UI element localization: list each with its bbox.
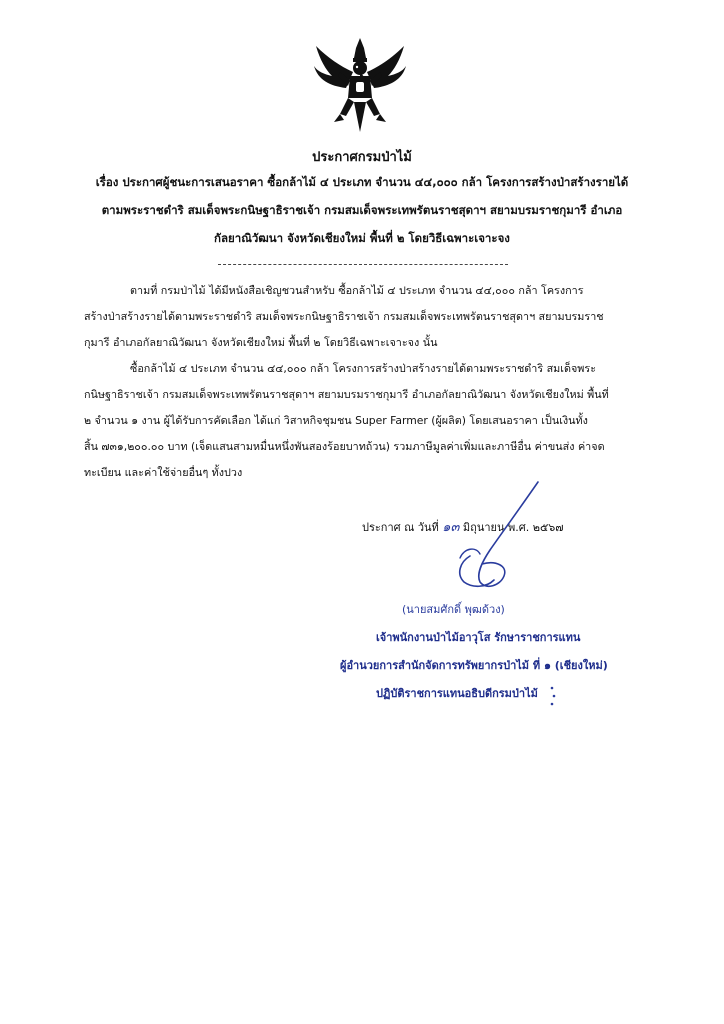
paragraph1-line-3: กุมารี อำเภอกัลยาณิวัฒนา จังหวัดเชียงใหม่ พื้นที่ ๒ โดยวิธีเฉพาะเจาะจง นั้น (84, 336, 438, 349)
paragraph2-line-5: ทะเบียน และค่าใช้จ่ายอื่นๆ ทั้งปวง (84, 466, 243, 479)
paragraph2-line-3: ๒ จำนวน ๑ งาน ผู้ได้รับการคัดเลือก ได้แก่ วิสาหกิจชุมชน Super Farmer (ผู้ผลิต) โดยเสนอราคา เป็นเงินทั้ง (84, 414, 588, 427)
signatory-position-2: ผู้อำนวยการสำนักจัดการทรัพยากรป่าไม้ ที่ ๑ (เชียงใหม่) (340, 659, 608, 672)
date-suffix: มิถุนายน พ.ศ. ๒๕๖๗ (462, 521, 564, 534)
signatory-position-3: ปฏิบัติราชการแทนอธิบดีกรมป่าไม้ (376, 687, 538, 700)
signatory-name: (นายสมศักดิ์ พุฒด้วง) (402, 603, 505, 616)
handwritten-signature (420, 478, 560, 598)
announcement-title: ประกาศกรมป่าไม้ (312, 150, 412, 165)
paragraph1-line-2: สร้างป่าสร้างรายได้ตามพระราชดำริ สมเด็จพระกนิษฐาธิราชเจ้า กรมสมเด็จพระเทพรัตนราชสุดาฯ สยามบรมราช (84, 310, 604, 323)
date-day: ๑๓ (442, 520, 460, 535)
ink-mark-icon (548, 684, 558, 708)
garuda-emblem-icon (310, 36, 410, 136)
paragraph2-line-2: กนิษฐาธิราชเจ้า กรมสมเด็จพระเทพรัตนราชสุดาฯ สยามบรมราชกุมารี อำเภอกัลยาณิวัฒนา จังหวัดเชียงใหม่ พื้นที่ (84, 388, 609, 401)
paragraph1-line-1: ตามที่ กรมป่าไม้ ได้มีหนังสือเชิญชวนสำหรับ ซื้อกล้าไม้ ๔ ประเภท จำนวน ๔๔,๐๐๐ กล้า โครงการ (130, 284, 584, 297)
subject-line-3: กัลยาณิวัฒนา จังหวัดเชียงใหม่ พื้นที่ ๒ โดยวิธีเฉพาะเจาะจง (214, 231, 510, 245)
subject-line-1: เรื่อง ประกาศผู้ชนะการเสนอราคา ซื้อกล้าไม้ ๔ ประเภท จำนวน ๔๔,๐๐๐ กล้า โครงการสร้างป่าสร้างรายได้ (95, 175, 629, 189)
date-prefix: ประกาศ ณ วันที่ (362, 521, 439, 534)
signatory-position-1: เจ้าพนักงานป่าไม้อาวุโส รักษาราชการแทน (376, 631, 581, 644)
paragraph2-line-4: สิ้น ๗๓๑,๒๐๐.๐๐ บาท (เจ็ดแสนสามหมื่นหนึ่งพันสองร้อยบาทถ้วน) รวมภาษีมูลค่าเพิ่มและภาษีอื่น ค่าขนส่ง ค่าจด (84, 440, 605, 453)
subject-line-2: ตามพระราชดำริ สมเด็จพระกนิษฐาธิราชเจ้า กรมสมเด็จพระเทพรัตนราชสุดาฯ สยามบรมราชกุมารี อำเภอ (101, 203, 623, 217)
paragraph2-line-1: ซื้อกล้าไม้ ๔ ประเภท จำนวน ๔๔,๐๐๐ กล้า โครงการสร้างป่าสร้างรายได้ตามพระราชดำริ สมเด็จพระ (130, 362, 597, 375)
separator-dashes (218, 264, 508, 265)
